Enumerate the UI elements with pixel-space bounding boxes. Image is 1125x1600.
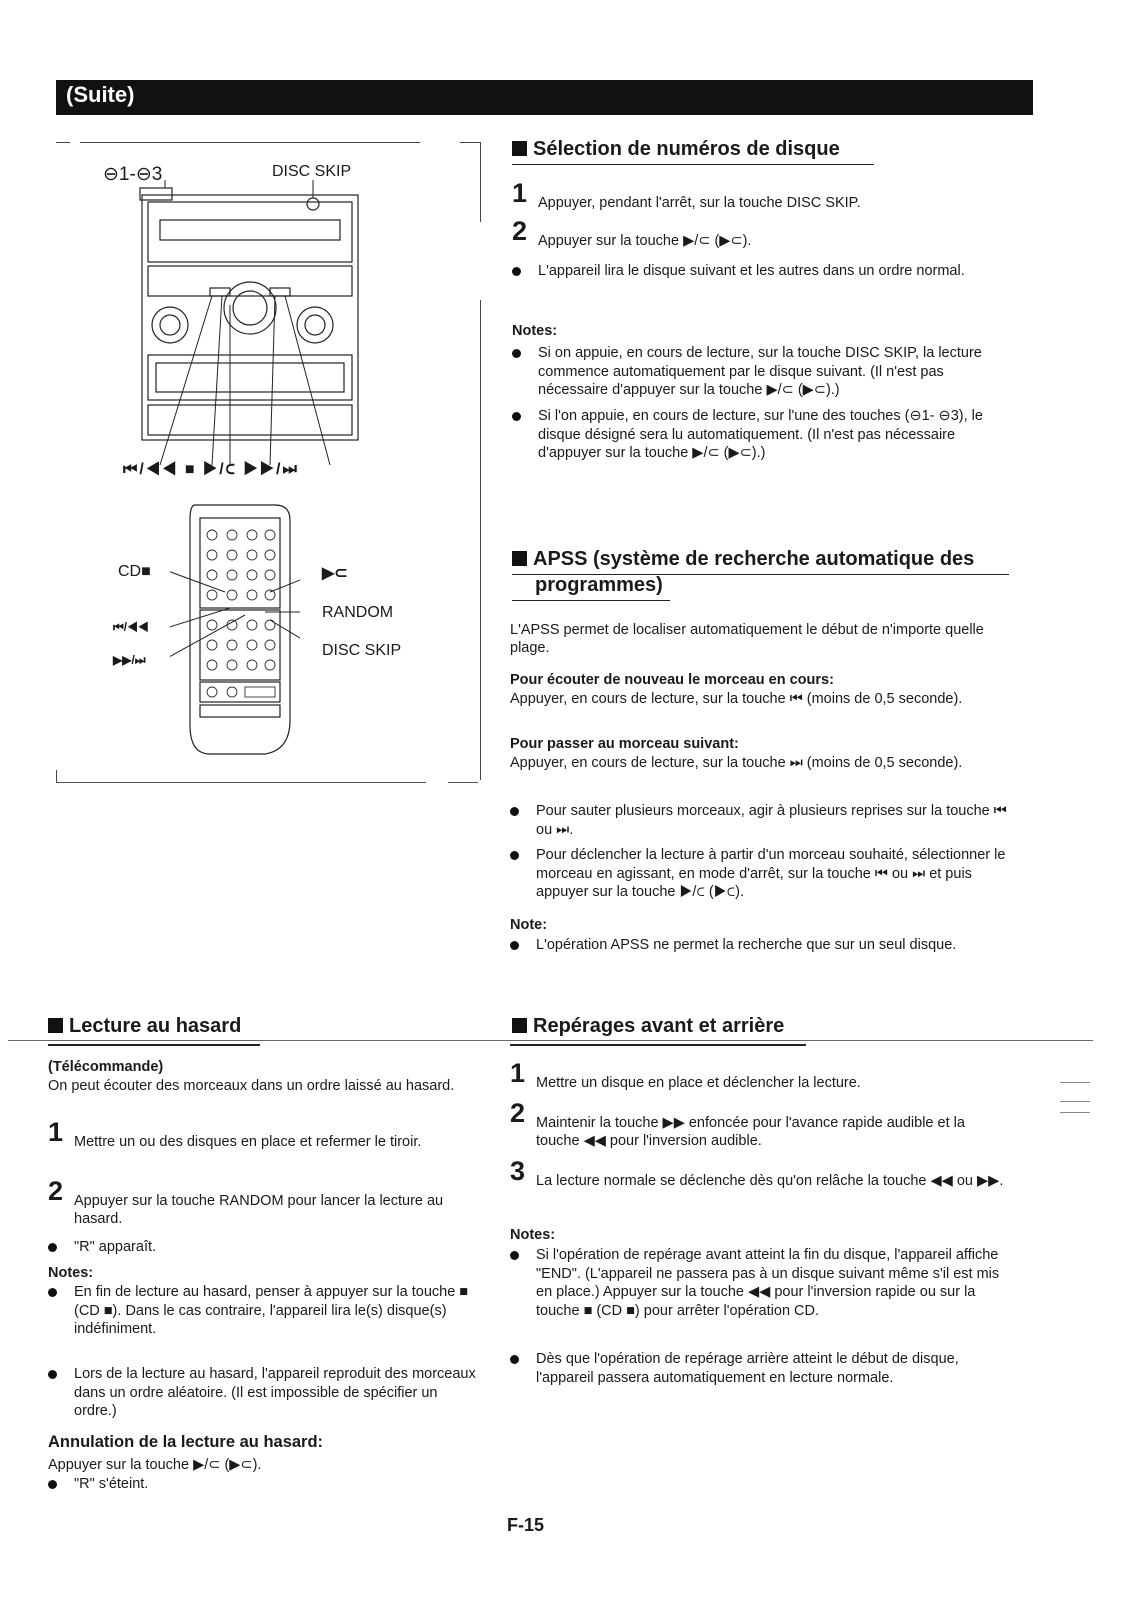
section-apss-underline-2 xyxy=(512,600,670,601)
apss-intro: L'APSS permet de localiser automatiquement le début de n'importe quelle plage. xyxy=(510,622,984,656)
random-intro: On peut écouter des morceaux dans un ordre laissé au hasard. xyxy=(48,1078,455,1094)
section-search-underline xyxy=(510,1044,806,1046)
header-bar xyxy=(56,80,1033,115)
apss-sub2-text: Appuyer, en cours de lecture, sur la touche ⏭ (moins de 0,5 seconde). xyxy=(510,755,963,771)
remote-illustration xyxy=(170,500,300,760)
section-apss-title-line2: programmes) xyxy=(535,574,663,596)
page-divider xyxy=(8,1040,1093,1041)
random-sub-title: (Télécommande) xyxy=(48,1059,164,1075)
remote-disc-skip-label: DISC SKIP xyxy=(322,642,402,659)
disc-skip-top-label: DISC SKIP xyxy=(272,163,352,180)
random-notes-label: Notes: xyxy=(48,1265,94,1281)
select-notes-label: Notes: xyxy=(512,323,558,339)
apss-note-label: Note: xyxy=(510,917,548,933)
section-random-underline xyxy=(48,1044,260,1046)
remote-random-label: RANDOM xyxy=(322,604,394,621)
disc-buttons-label: ⊖1-⊖3 xyxy=(103,164,163,185)
margin-mark-3 xyxy=(1060,1112,1090,1113)
remote-cd-stop-label: CD■ xyxy=(118,563,151,580)
player-button-labels: ⏮/◀◀ ■ ▶/⊂ ▶▶/⏭ xyxy=(123,461,299,478)
section-select-title: Sélection de numéros de disque xyxy=(512,138,840,161)
apss-sub2-title: Pour passer au morceau suivant: xyxy=(510,736,739,752)
remote-play-label: ▶⊂ xyxy=(322,565,348,582)
page-number: F-15 xyxy=(507,1515,545,1535)
margin-mark-1 xyxy=(1060,1082,1090,1083)
random-cancel-title: Annulation de la lecture au hasard: xyxy=(48,1433,324,1451)
section-random-title: Lecture au hasard xyxy=(48,1015,241,1038)
margin-mark-2 xyxy=(1060,1101,1090,1102)
apss-sub1-title: Pour écouter de nouveau le morceau en cours: xyxy=(510,672,834,688)
remote-prev-label: ⏮/◀◀ xyxy=(113,620,149,634)
stereo-illustration xyxy=(130,180,370,470)
random-cancel-text: Appuyer sur la touche ▶/⊂ (▶⊂). xyxy=(48,1457,262,1473)
section-select-underline xyxy=(512,164,874,165)
section-search-title: Repérages avant et arrière xyxy=(512,1015,784,1038)
remote-next-label: ▶▶/⏭ xyxy=(113,653,146,667)
search-notes-label: Notes: xyxy=(510,1227,556,1243)
section-apss-title: APSS (système de recherche automatique des xyxy=(512,548,974,571)
apss-sub1-text: Appuyer, en cours de lecture, sur la touche ⏮ (moins de 0,5 seconde). xyxy=(510,691,963,707)
header-title: (Suite) xyxy=(66,82,135,107)
